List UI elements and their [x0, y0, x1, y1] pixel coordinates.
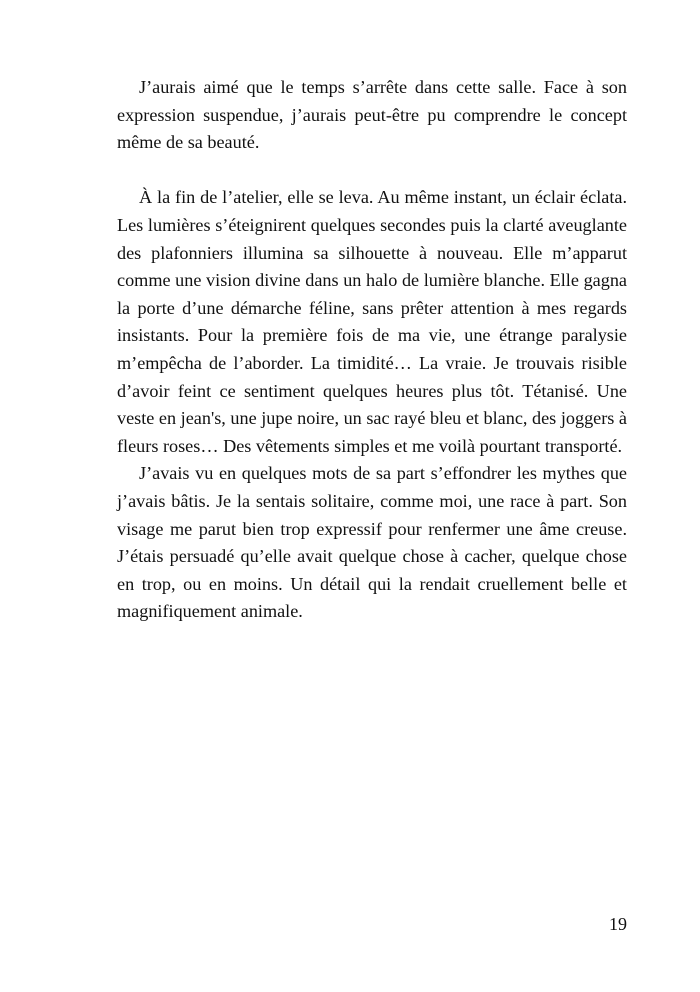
paragraph-spacer [117, 157, 627, 185]
paragraph: J’avais vu en quelques mots de sa part s’effondrer les mythes que j’avais bâtis. Je la sentais solitaire, comme moi, une race à part. Son visage me parut bien trop expressif pour renfermer une âme creuse. J’étais persuadé qu’elle avait quelque chose à cacher, quelque chose en trop, ou en moins. Un détail qui la rendait cruellement belle et magnifiquement animale. [117, 463, 627, 622]
page-number: 19 [609, 914, 627, 934]
body-text [117, 74, 627, 626]
paragraph: À la fin de l’atelier, elle se leva. Au même instant, un éclair éclata. Les lumières s’éteignirent quelques secondes puis la clarté aveuglante des plafonniers illumina sa silhouette à nouveau. Elle m’apparut comme une vision divine dans un halo de lumière blanche. Elle gagna la porte d’une démarche féline, sans prêter attention à mes regards insistants. Pour la première fois de ma vie, une étrange paralysie m’empêcha de l’aborder. La timidité… La vraie. Je trouvais risible d’avoir feint ce sentiment quelques heures plus tôt. Tétanisé. Une veste en jean's, une jupe noire, un sac rayé bleu et blanc, des joggers à fleurs roses… Des vêtements simples et me voilà pourtant transporté. [117, 187, 627, 456]
paragraph: J’aurais aimé que le temps s’arrête dans cette salle. Face à son expression suspendue, j’aurais peut-être pu comprendre le concept même de sa beauté. [117, 77, 627, 153]
